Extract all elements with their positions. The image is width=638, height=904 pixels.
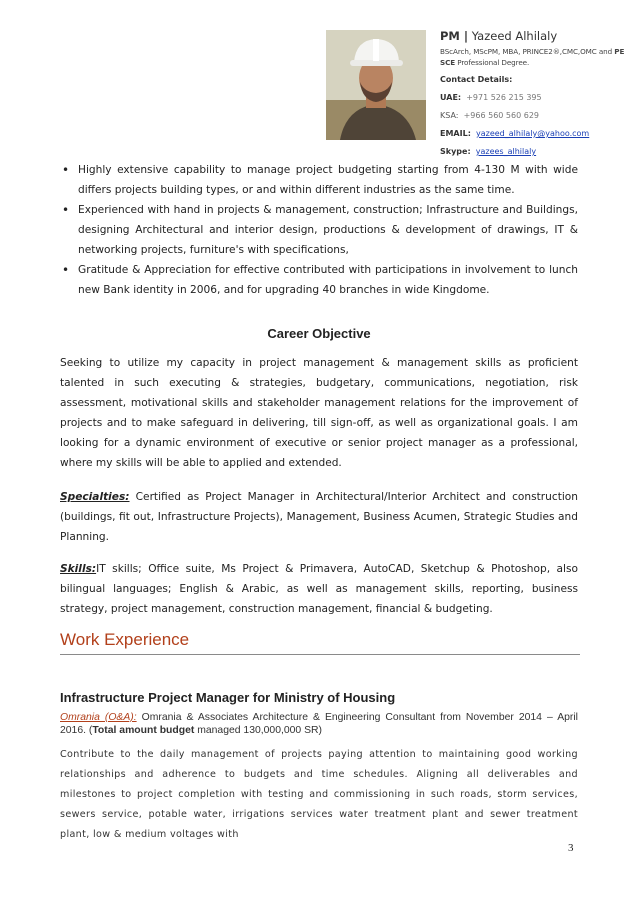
career-objective-text: Seeking to utilize my capacity in project management & management skills as proficient talented in such executing & strategies, budgetary, communications, negotiation, risk assessment, motivational skills and stakeholder management relations for the improvement of projects and to make safeguard in delivering, till sign-off, as well as organizational goals. I am looking for a dynamic environment of executive or senior project manager as a professional, where my skills will be able to applied and extended. bbox=[60, 357, 578, 469]
list-item: • Gratitude & Appreciation for effective contributed with participations in involvement to lunch new Bank identity in 2006, and for upgrading 40 branches in wide Kingdome. bbox=[60, 260, 578, 300]
email-link[interactable]: yazeed_alhilaly@yahoo.com bbox=[475, 129, 590, 138]
title-prefix: PM | bbox=[440, 29, 469, 43]
skills-text: IT skills; Office suite, Ms Project & Primavera, AutoCAD, Sketchup & Photoshop, also bilingual languages; English & Arabic, as well as management skills, reporting, business strategy, project management, construction management, financial & budgeting. bbox=[60, 563, 578, 615]
email-row: EMAIL: yazeed_alhilaly@yahoo.com bbox=[440, 129, 590, 138]
highlights-list bbox=[60, 160, 578, 300]
work-experience-heading: Work Experience bbox=[60, 630, 580, 655]
ksa-phone: KSA: +966 560 560 629 bbox=[440, 111, 540, 120]
specialties-label: Specialties: bbox=[60, 491, 130, 503]
profile-photo-illustration bbox=[326, 30, 426, 140]
skills-label: Skills: bbox=[60, 563, 97, 575]
contact-details-heading: Contact Details: bbox=[440, 75, 513, 84]
candidate-name: Yazeed Alhilaly bbox=[471, 29, 558, 43]
profile-photo bbox=[326, 30, 426, 140]
company-line: Omrania (O&A): Omrania & Associates Architecture & Engineering Consultant from November 2014 – April 2016. (Total amount budget managed 130,000,000 SR) bbox=[60, 712, 578, 736]
list-item: • Experienced with hand in projects & management, construction; Infrastructure and Buildings, designing Architectural and interior design, productions & development of drawings, IT & networking projects, furniture's with specifications, bbox=[60, 200, 578, 260]
company-link[interactable]: Omrania (O&A): bbox=[60, 712, 137, 723]
name-line bbox=[440, 28, 630, 44]
skills-paragraph bbox=[60, 559, 578, 619]
job-title: Infrastructure Project Manager for Ministry of Housing bbox=[60, 690, 396, 705]
page-number: 3 bbox=[568, 842, 574, 854]
budget-label: Total amount budget bbox=[92, 725, 195, 736]
specialties-text: Certified as Project Manager in Architectural/Interior Architect and construction (buildings, fit out, Infrastructure Projects), Management, Business Acumen, Strategic Studies and Planning. bbox=[60, 491, 578, 543]
job-description: Contribute to the daily management of projects paying attention to maintaining good working relationships and adherence to budgets and time schedules. Aligning all deliverables and milestones to project completion with testing and commissioning in such roads, storm services, sewers service, potable water, irrigations services water treatment plant and sewer treatment plant, low & medium voltages with bbox=[60, 749, 578, 840]
skype-row: Skype: yazees_alhilaly bbox=[440, 147, 537, 156]
qualifications: BScArch, MScPM, MBA, PRINCE2®,CMC,OMC and PE SCE Professional Degree. bbox=[440, 47, 625, 67]
skype-link[interactable]: yazees_alhilaly bbox=[475, 147, 537, 156]
list-item: • Highly extensive capability to manage project budgeting starting from 4-130 M with wide differs projects building types, or and within different industries as the same time. bbox=[60, 160, 578, 200]
main-content bbox=[60, 160, 578, 619]
contact-block bbox=[440, 28, 630, 156]
specialties-paragraph bbox=[60, 487, 578, 547]
uae-phone: UAE: +971 526 215 395 bbox=[440, 93, 542, 102]
career-objective-heading: Career Objective bbox=[267, 326, 371, 341]
